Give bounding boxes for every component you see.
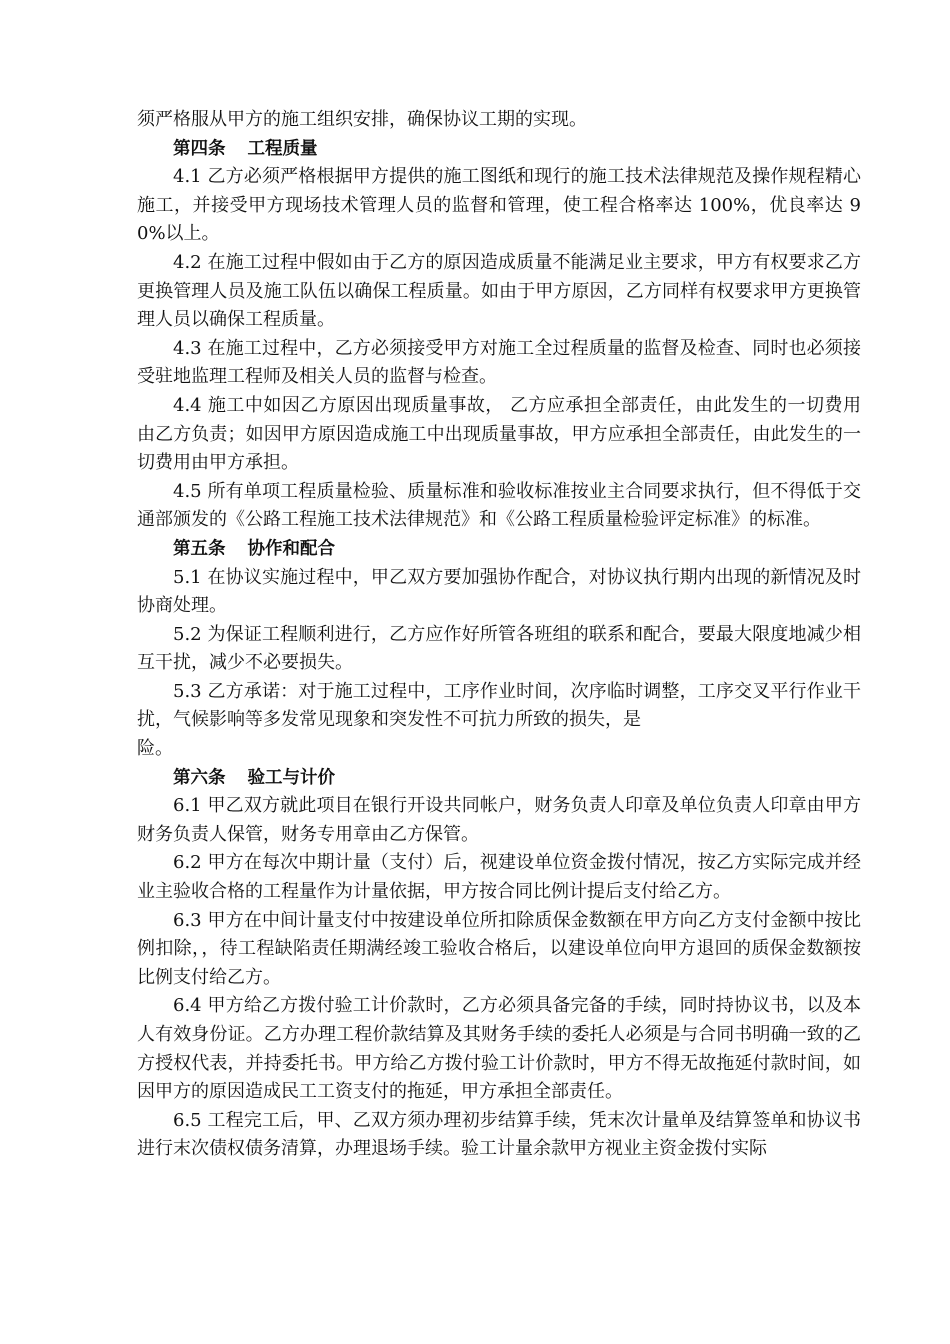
section-heading-6 [137, 764, 861, 793]
section-title: 验工与计价 [247, 767, 335, 788]
clause-4-3: 4.3 在施工过程中，乙方必须接受甲方对施工全过程质量的监督及检查、同时也必须接受驻地监理工程师及相关人员的监督与检查。 [137, 337, 861, 388]
clause-6-5: 6.5 工程完工后，甲、乙双方须办理初步结算手续，凭末次计量单及结算签单和协议书进行末次债权债务清算，办理退场手续。验工计量余款甲方视业主资金拨付实际 [137, 1109, 861, 1160]
clause-6-1: 6.1 甲乙双方就此项目在银行开设共同帐户，财务负责人印章及单位负责人印章由甲方财务负责人保管，财务专用章由乙方保管。 [137, 795, 861, 845]
clause-5-3: 5.3 乙方承诺：对于施工过程中，工序作业时间，次序临时调整，工序交叉平行作业干扰，气候影响等多发常见现象和突发性不可抗力所致的损失，是 [137, 680, 861, 731]
clause-5-1: 5.1 在协议实施过程中，甲乙双方要加强协作配合，对协议执行期内出现的新情况及时协商处理。 [137, 566, 861, 617]
section-number: 第四条 [173, 138, 226, 159]
clause-4-4: 4.4 施工中如因乙方原因出现质量事故， 乙方应承担全部责任，由此发生的一切费用由乙方负责；如因甲方原因造成施工中出现质量事故，甲方应承担全部责任，由此发生的一切费用由甲方承担。 [137, 394, 861, 474]
section-title: 工程质量 [247, 138, 318, 159]
clause-5-2: 5.2 为保证工程顺利进行，乙方应作好所管各班组的联系和配合，要最大限度地减少相互干扰，减少不必要损失。 [137, 623, 861, 674]
opening-line: 须严格服从甲方的施工组织安排，确保协议工期的实现。 [137, 109, 587, 130]
clause-6-3: 6.3 甲方在中间计量支付中按建设单位所扣除质保金数额在甲方向乙方支付金额中按比例扣除，，待工程缺陷责任期满经竣工验收合格后，以建设单位向甲方退回的质保金数额按比例支付给乙方。 [137, 909, 861, 988]
section-heading-4 [137, 135, 861, 164]
clause-5-3-continuation: 险。 [137, 738, 173, 760]
section-heading-5 [137, 535, 861, 564]
clause-4-5: 4.5 所有单项工程质量检验、质量标准和验收标准按业主合同要求执行，但不得低于交通部颁发的《公路工程施工技术法律规范》和《公路工程质量检验评定标准》的标准。 [137, 480, 861, 531]
clause-6-2: 6.2 甲方在每次中期计量（支付）后，视建设单位资金拨付情况，按乙方实际完成并经业主验收合格的工程量作为计量依据，甲方按合同比例计提后支付给乙方。 [137, 852, 861, 903]
clause-6-4: 6.4 甲方给乙方拨付验工计价款时，乙方必须具备完备的手续，同时持协议书，以及本人有效身份证。乙方办理工程价款结算及其财务手续的委托人必须是与合同书明确一致的乙方授权代表，并持委托书。甲方给乙方拨付验工计价款时，甲方不得无故拖延付款时间，如因甲方的原因造成民工工资支付的拖延，甲方承担全部责任。 [137, 995, 861, 1103]
section-number: 第六条 [173, 767, 226, 788]
section-number: 第五条 [173, 538, 226, 559]
section-title: 协作和配合 [247, 538, 335, 559]
clause-4-2: 4.2 在施工过程中假如由于乙方的原因造成质量不能满足业主要求，甲方有权要求乙方更换管理人员及施工队伍以确保工程质量。如由于甲方原因，乙方同样有权要求甲方更换管理人员以确保工程质量。 [137, 251, 861, 331]
clause-4-1: 4.1 乙方必须严格根据甲方提供的施工图纸和现行的施工技术法律规范及操作规程精心施工，并接受甲方现场技术管理人员的监督和管理，使工程合格率达 100%，优良率达 90%以上。 [137, 166, 861, 245]
document-body [137, 106, 861, 1164]
